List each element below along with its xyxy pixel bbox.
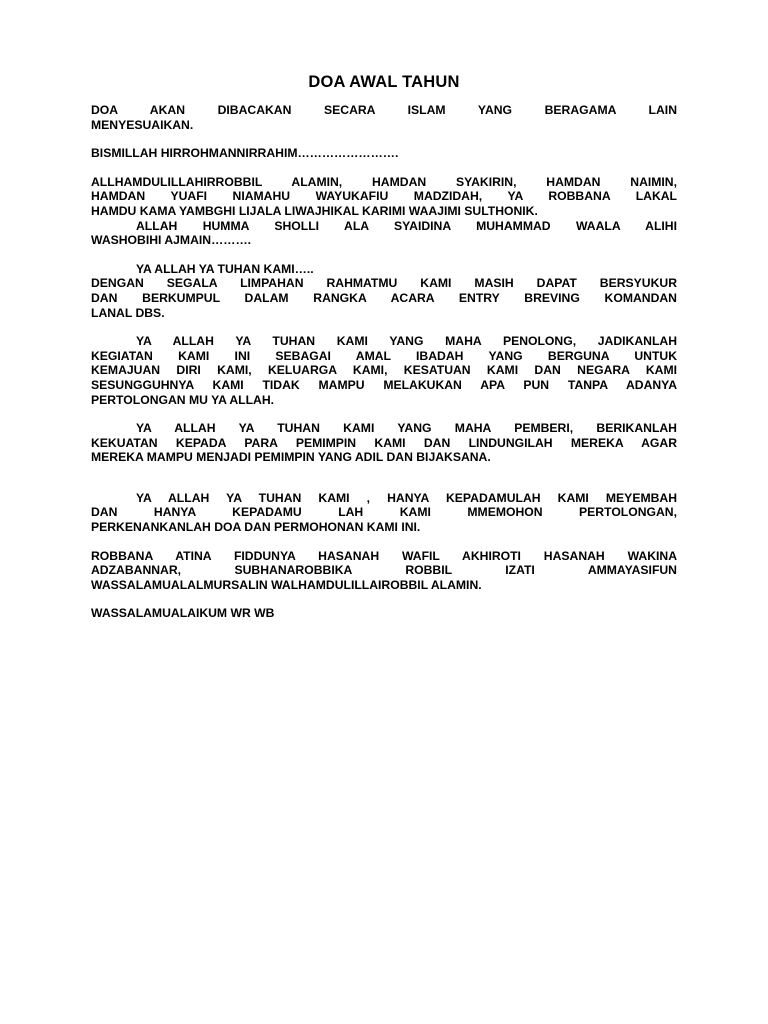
text-line: LANAL DBS. — [91, 305, 165, 320]
paragraph-pemberi — [91, 421, 677, 465]
text-line: DAN HANYA KEPADAMU LAH KAMI MMEMOHON PERTOLONGAN, — [91, 505, 677, 520]
text-line: YA ALLAH YA TUHAN KAMI , HANYA KEPADAMULAH KAMI MEYEMBAH — [136, 490, 677, 505]
text-line: ALLHAMDULILLAHIRROBBIL ALAMIN, HAMDAN SYAKIRIN, HAMDAN NAIMIN, — [91, 174, 677, 189]
document-title: DOA AWAL TAHUN — [308, 73, 460, 91]
paragraph-closing — [91, 606, 677, 621]
paragraph-robbana — [91, 549, 677, 593]
text-line: MEREKA MAMPU MENJADI PEMIMPIN YANG ADIL DAN BIJAKSANA. — [91, 450, 491, 465]
text-line: KEMAJUAN DIRI KAMI, KELUARGA KAMI, KESATUAN KAMI DAN NEGARA KAMI — [91, 363, 677, 378]
text-line: DAN BERKUMPUL DALAM RANGKA ACARA ENTRY BREVING KOMANDAN — [91, 290, 677, 305]
text-line: KEGIATAN KAMI INI SEBAGAI AMAL IBADAH YANG BERGUNA UNTUK — [91, 348, 677, 363]
text-line: SESUNGGUHNYA KAMI TIDAK MAMPU MELAKUKAN APA PUN TANPA ADANYA — [91, 377, 677, 392]
text-line: ROBBANA ATINA FIDDUNYA HASANAH WAFIL AKHIROTI HASANAH WAKINA — [91, 548, 677, 563]
paragraph-hamdalah — [91, 175, 677, 248]
text-line: ALLAH HUMMA SHOLLI ALA SYAIDINA MUHAMMAD WAALA ALIHI — [136, 218, 677, 233]
text-line: BISMILLAH HIRROHMANNIRRAHIM……………………. — [91, 146, 399, 161]
text-line: DENGAN SEGALA LIMPAHAN RAHMATMU KAMI MASIH DAPAT BERSYUKUR — [91, 276, 677, 291]
paragraph-bismillah — [91, 146, 677, 161]
text-line: YA ALLAH YA TUHAN KAMI YANG MAHA PEMBERI, BERIKANLAH — [136, 421, 677, 436]
document-page — [91, 72, 677, 621]
text-line: MENYESUAIKAN. — [91, 117, 194, 132]
text-line: YA ALLAH YA TUHAN KAMI….. — [136, 261, 314, 276]
text-line: ADZABANNAR, SUBHANAROBBIKA ROBBIL IZATI AMMAYASIFUN — [91, 563, 677, 578]
text-line: WASSALAMUALALMURSALIN WALHAMDULILLAIROBBIL ALAMIN. — [91, 577, 482, 592]
paragraph-intro-note — [91, 103, 677, 132]
text-line: PERKENANKANLAH DOA DAN PERMOHONAN KAMI INI. — [91, 520, 421, 535]
paragraph-penolong — [91, 334, 677, 407]
text-line: WASSALAMUALAIKUM WR WB — [91, 606, 275, 621]
text-line: DOA AKAN DIBACAKAN SECARA ISLAM YANG BERAGAMA LAIN — [91, 103, 677, 117]
text-line: WASHOBIHI AJMAIN………. — [91, 233, 252, 248]
paragraph-menyembah — [91, 491, 677, 535]
text-line: KEKUATAN KEPADA PARA PEMIMPIN KAMI DAN LINDUNGILAH MEREKA AGAR — [91, 435, 677, 450]
paragraph-gratitude — [91, 262, 677, 320]
text-line: YA ALLAH YA TUHAN KAMI YANG MAHA PENOLONG, JADIKANLAH — [136, 334, 677, 349]
text-line: HAMDU KAMA YAMBGHI LIJALA LIWAJHIKAL KARIMI WAAJIMI SULTHONIK. — [91, 203, 538, 218]
text-line: PERTOLONGAN MU YA ALLAH. — [91, 392, 275, 407]
text-line: HAMDAN YUAFI NIAMAHU WAYUKAFIU MADZIDAH, YA ROBBANA LAKAL — [91, 189, 677, 204]
